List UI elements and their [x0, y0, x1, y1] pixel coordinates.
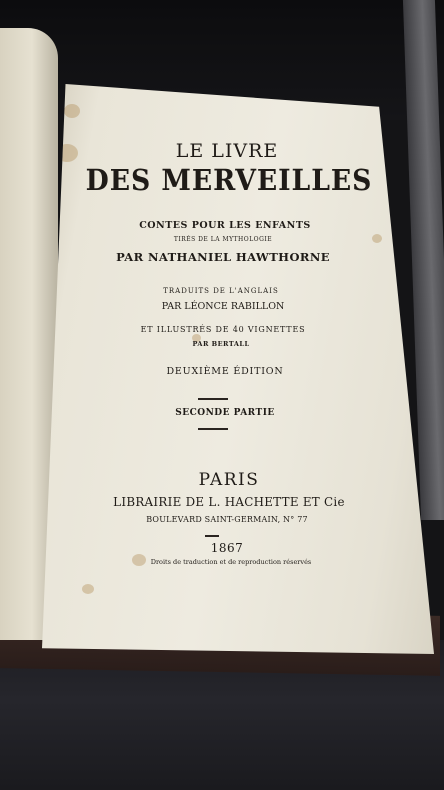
subtitle-2: TIRÉS DE LA MYTHOLOGIE	[173, 236, 273, 243]
rule-below-part	[198, 428, 228, 430]
rights: Droits de traduction et de reproduction réservés	[150, 558, 312, 566]
address: BOULEVARD SAINT-GERMAIN, N° 77	[146, 515, 308, 524]
publisher: LIBRAIRIE DE L. HACHETTE ET Cie	[113, 494, 345, 509]
title-line-2: DES MERVEILLES	[85, 163, 373, 197]
illustrated-line: ET ILLUSTRÉS DE 40 VIGNETTES	[140, 325, 306, 334]
rule-above-year	[205, 535, 219, 537]
year: 1867	[210, 541, 244, 555]
edition: DEUXIÈME ÉDITION	[166, 366, 284, 377]
translator: PAR LÉONCE RABILLON	[161, 301, 285, 312]
subtitle: CONTES POUR LES ENFANTS	[139, 220, 311, 231]
part: SECONDE PARTIE	[175, 408, 275, 418]
city: PARIS	[198, 470, 260, 490]
rule-above-part	[198, 398, 228, 400]
translated-line: TRADUITS DE L'ANGLAIS	[163, 287, 279, 295]
title-page-text	[60, 0, 410, 640]
illustrator: PAR BERTALL	[192, 340, 250, 348]
author: PAR NATHANIEL HAWTHORNE	[116, 250, 330, 264]
title-line-1: LE LIVRE	[175, 140, 279, 162]
